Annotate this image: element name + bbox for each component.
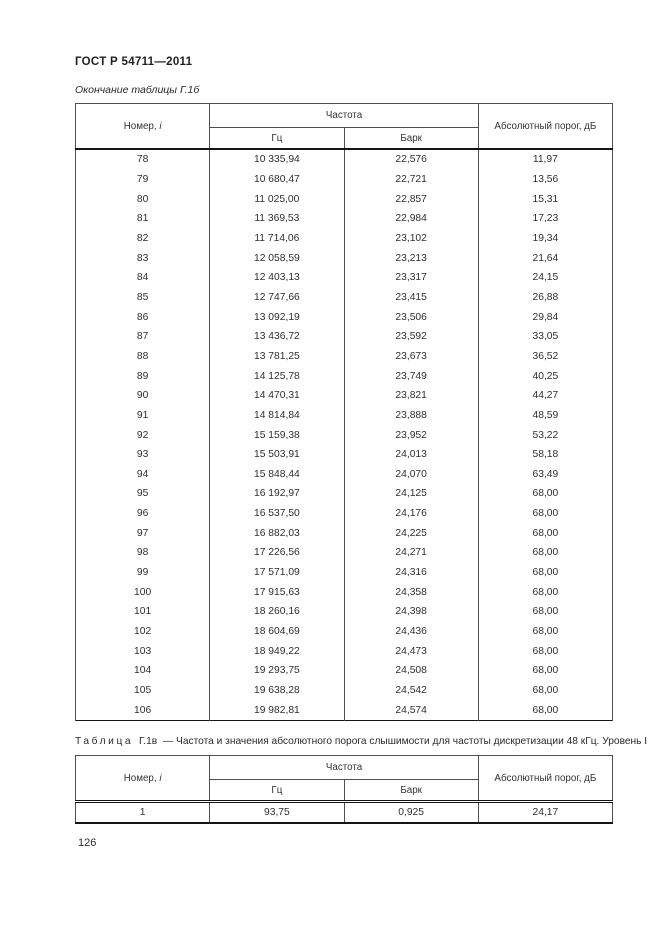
table-row <box>76 386 613 406</box>
table-cell: 22,984 <box>344 209 478 229</box>
header-row-top <box>76 756 613 780</box>
table-cell: 17 915,63 <box>210 582 344 602</box>
table-cell: 23,952 <box>344 425 478 445</box>
table-cell: 18 949,22 <box>210 641 344 661</box>
table-row <box>76 602 613 622</box>
table-g1v-caption-text: — Частота и значения абсолютного порога слышимости для частоты дискретизации 48 кГц. Уровень I <box>163 736 648 747</box>
table-cell: 98 <box>76 543 210 563</box>
table-g1b-continuation-caption: Окончание таблицы Г.1б <box>75 84 200 96</box>
table-cell: 85 <box>76 288 210 308</box>
table-cell: 24,17 <box>478 802 612 824</box>
table-cell: 24,013 <box>344 445 478 465</box>
table-cell: 0,925 <box>344 802 478 824</box>
col-header-number-text: Номер, <box>123 772 160 784</box>
table-row <box>76 484 613 504</box>
col-header-number-text: Номер, <box>123 120 160 132</box>
col-header-number-index: i <box>159 772 162 784</box>
table-row <box>76 700 613 720</box>
table-cell: 24,125 <box>344 484 478 504</box>
table-row <box>76 622 613 642</box>
table-g1v-header <box>76 756 613 802</box>
table-cell: 24,542 <box>344 681 478 701</box>
table-row <box>76 288 613 308</box>
table-row <box>76 229 613 249</box>
table-cell: 58,18 <box>478 445 612 465</box>
table-cell: 12 403,13 <box>210 268 344 288</box>
table-cell: 104 <box>76 661 210 681</box>
table-cell: 80 <box>76 189 210 209</box>
table-cell: 86 <box>76 307 210 327</box>
table-cell: 13 092,19 <box>210 307 344 327</box>
table-cell: 19 638,28 <box>210 681 344 701</box>
table-row <box>76 189 613 209</box>
table-cell: 23,102 <box>344 229 478 249</box>
table-cell: 96 <box>76 504 210 524</box>
table-cell: 16 537,50 <box>210 504 344 524</box>
table-cell: 68,00 <box>478 622 612 642</box>
table-row <box>76 149 613 170</box>
table-g1v-caption <box>75 736 647 747</box>
table-cell: 90 <box>76 386 210 406</box>
table-cell: 24,316 <box>344 563 478 583</box>
table-cell: 22,857 <box>344 189 478 209</box>
table-cell: 17 571,09 <box>210 563 344 583</box>
table-cell: 24,176 <box>344 504 478 524</box>
table-row <box>76 170 613 190</box>
table-row <box>76 268 613 288</box>
table-row <box>76 563 613 583</box>
table-row <box>76 307 613 327</box>
col-header-number-index: i <box>159 120 162 132</box>
table-cell: 44,27 <box>478 386 612 406</box>
table-cell: 102 <box>76 622 210 642</box>
table-cell: 99 <box>76 563 210 583</box>
table-cell: 13 781,25 <box>210 347 344 367</box>
table-cell: 24,508 <box>344 661 478 681</box>
table-g1b-body <box>76 149 613 721</box>
table-cell: 12 058,59 <box>210 248 344 268</box>
table-cell: 24,225 <box>344 523 478 543</box>
table-cell: 11 714,06 <box>210 229 344 249</box>
table-row <box>76 209 613 229</box>
table-cell: 12 747,66 <box>210 288 344 308</box>
table-cell: 1 <box>76 802 210 824</box>
table-row <box>76 582 613 602</box>
table-row <box>76 661 613 681</box>
table-cell: 10 335,94 <box>210 149 344 170</box>
table-cell: 24,436 <box>344 622 478 642</box>
col-header-frequency: Частота <box>210 104 479 128</box>
table-cell: 18 260,16 <box>210 602 344 622</box>
table-cell: 23,592 <box>344 327 478 347</box>
table-row <box>76 248 613 268</box>
col-header-hz: Гц <box>210 780 344 802</box>
table-row <box>76 504 613 524</box>
table-cell: 103 <box>76 641 210 661</box>
table-cell: 15 848,44 <box>210 465 344 485</box>
table-cell: 24,358 <box>344 582 478 602</box>
table-cell: 68,00 <box>478 700 612 720</box>
table-cell: 14 125,78 <box>210 366 344 386</box>
table-row <box>76 445 613 465</box>
table-row <box>76 465 613 485</box>
table-cell: 89 <box>76 366 210 386</box>
table-cell: 92 <box>76 425 210 445</box>
table-g1b <box>75 103 613 721</box>
table-cell: 81 <box>76 209 210 229</box>
table-cell: 13,56 <box>478 170 612 190</box>
table-cell: 68,00 <box>478 523 612 543</box>
table-row <box>76 802 613 824</box>
table-cell: 68,00 <box>478 543 612 563</box>
table-cell: 94 <box>76 465 210 485</box>
table-g1v-body <box>76 802 613 824</box>
table-cell: 18 604,69 <box>210 622 344 642</box>
table-cell: 15,31 <box>478 189 612 209</box>
table-cell: 14 814,84 <box>210 406 344 426</box>
table-cell: 24,473 <box>344 641 478 661</box>
page-number: 126 <box>78 837 97 849</box>
table-cell: 63,49 <box>478 465 612 485</box>
table-cell: 68,00 <box>478 602 612 622</box>
table-cell: 93,75 <box>210 802 344 824</box>
table-row <box>76 366 613 386</box>
table-cell: 106 <box>76 700 210 720</box>
table-cell: 10 680,47 <box>210 170 344 190</box>
table-cell: 23,317 <box>344 268 478 288</box>
col-header-threshold: Абсолютный порог, дБ <box>478 756 612 802</box>
table-row <box>76 543 613 563</box>
table-cell: 105 <box>76 681 210 701</box>
col-header-hz: Гц <box>210 128 344 150</box>
table-cell: 19 982,81 <box>210 700 344 720</box>
table-cell: 24,398 <box>344 602 478 622</box>
table-row <box>76 347 613 367</box>
table-cell: 87 <box>76 327 210 347</box>
table-cell: 24,574 <box>344 700 478 720</box>
table-row <box>76 425 613 445</box>
table-cell: 97 <box>76 523 210 543</box>
table-cell: 24,070 <box>344 465 478 485</box>
table-cell: 23,749 <box>344 366 478 386</box>
table-cell: 79 <box>76 170 210 190</box>
col-header-bark: Барк <box>344 128 478 150</box>
table-cell: 40,25 <box>478 366 612 386</box>
table-cell: 93 <box>76 445 210 465</box>
table-cell: 19 293,75 <box>210 661 344 681</box>
table-cell: 21,64 <box>478 248 612 268</box>
table-row <box>76 681 613 701</box>
table-row <box>76 406 613 426</box>
table-cell: 23,821 <box>344 386 478 406</box>
col-header-frequency: Частота <box>210 756 479 780</box>
table-cell: 48,59 <box>478 406 612 426</box>
table-cell: 33,05 <box>478 327 612 347</box>
table-g1v-caption-id: Г.1в <box>139 736 158 747</box>
table-cell: 11 369,53 <box>210 209 344 229</box>
table-cell: 68,00 <box>478 563 612 583</box>
table-cell: 11 025,00 <box>210 189 344 209</box>
table-cell: 53,22 <box>478 425 612 445</box>
document-title: ГОСТ Р 54711—2011 <box>75 56 193 68</box>
table-cell: 68,00 <box>478 641 612 661</box>
table-cell: 82 <box>76 229 210 249</box>
col-header-threshold: Абсолютный порог, дБ <box>478 104 612 150</box>
col-header-bark: Барк <box>344 780 478 802</box>
table-cell: 11,97 <box>478 149 612 170</box>
table-row <box>76 641 613 661</box>
table-cell: 84 <box>76 268 210 288</box>
table-cell: 100 <box>76 582 210 602</box>
table-cell: 19,34 <box>478 229 612 249</box>
table-cell: 101 <box>76 602 210 622</box>
table-cell: 13 436,72 <box>210 327 344 347</box>
table-cell: 95 <box>76 484 210 504</box>
table-cell: 68,00 <box>478 504 612 524</box>
table-cell: 26,88 <box>478 288 612 308</box>
table-cell: 17 226,56 <box>210 543 344 563</box>
table-cell: 15 159,38 <box>210 425 344 445</box>
table-cell: 23,673 <box>344 347 478 367</box>
table-cell: 14 470,31 <box>210 386 344 406</box>
table-cell: 91 <box>76 406 210 426</box>
table-cell: 23,888 <box>344 406 478 426</box>
col-header-number <box>76 756 210 802</box>
table-cell: 16 882,03 <box>210 523 344 543</box>
table-row <box>76 327 613 347</box>
table-cell: 36,52 <box>478 347 612 367</box>
table-cell: 29,84 <box>478 307 612 327</box>
table-cell: 23,506 <box>344 307 478 327</box>
table-cell: 22,576 <box>344 149 478 170</box>
table-cell: 88 <box>76 347 210 367</box>
table-g1b-header <box>76 104 613 150</box>
table-cell: 23,415 <box>344 288 478 308</box>
table-cell: 78 <box>76 149 210 170</box>
table-cell: 24,15 <box>478 268 612 288</box>
col-header-number <box>76 104 210 150</box>
table-cell: 68,00 <box>478 484 612 504</box>
table-cell: 15 503,91 <box>210 445 344 465</box>
table-cell: 24,271 <box>344 543 478 563</box>
table-cell: 83 <box>76 248 210 268</box>
table-cell: 23,213 <box>344 248 478 268</box>
table-cell: 68,00 <box>478 661 612 681</box>
table-cell: 16 192,97 <box>210 484 344 504</box>
header-row-top <box>76 104 613 128</box>
table-g1v <box>75 755 613 824</box>
table-row <box>76 523 613 543</box>
table-cell: 17,23 <box>478 209 612 229</box>
table-g1v-caption-word: Таблица <box>75 736 134 747</box>
table-cell: 68,00 <box>478 681 612 701</box>
table-cell: 22,721 <box>344 170 478 190</box>
table-cell: 68,00 <box>478 582 612 602</box>
